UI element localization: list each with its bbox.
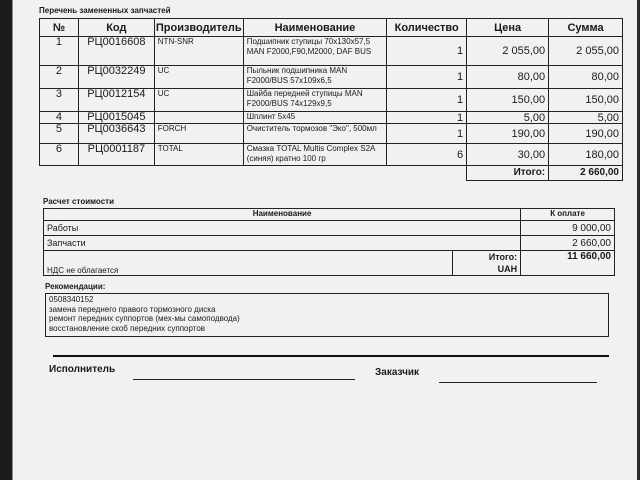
row-sum: 150,00 xyxy=(549,89,623,112)
calc-row xyxy=(44,221,615,236)
calc-table xyxy=(43,208,615,276)
row-manufacturer: UC xyxy=(154,89,243,112)
table-row xyxy=(40,89,623,112)
row-quantity: 1 xyxy=(387,112,467,124)
col-header-quantity: Количество xyxy=(387,19,467,37)
row-name: Очиститель тормозов "Эко", 500мл xyxy=(243,124,387,144)
row-num: 3 xyxy=(40,89,79,112)
row-name: Шплинт 5x45 xyxy=(243,112,387,124)
recommendation-line: ремонт передних суппортов (мех-мы самоподвода) xyxy=(49,314,240,323)
calc-section-title: Расчет стоимости xyxy=(43,197,114,206)
col-header-price: Цена xyxy=(467,19,549,37)
row-sum: 2 055,00 xyxy=(549,37,623,66)
customer-signature-line xyxy=(439,382,597,383)
row-quantity: 1 xyxy=(387,66,467,89)
row-name: Пыльник подшипника MAN F2000/BUS 57x109x6,5 xyxy=(243,66,387,89)
row-quantity: 1 xyxy=(387,89,467,112)
parts-header-row xyxy=(40,19,623,37)
calc-row-name: Работы xyxy=(44,221,521,236)
row-name: Шайба передней ступицы MAN F2000/BUS 74x129x9,5 xyxy=(243,89,387,112)
row-sum: 5,00 xyxy=(549,112,623,124)
row-price: 150,00 xyxy=(467,89,549,112)
calc-row-name: Запчасти xyxy=(44,236,521,251)
row-sum: 190,00 xyxy=(549,124,623,144)
calc-row-amount: 9 000,00 xyxy=(521,221,615,236)
parts-total-row xyxy=(40,166,623,181)
row-price: 5,00 xyxy=(467,112,549,124)
table-row xyxy=(40,37,623,66)
customer-label: Заказчик xyxy=(375,367,420,378)
row-price: 190,00 xyxy=(467,124,549,144)
calc-header-name: Наименование xyxy=(44,209,521,221)
recommendations-title: Рекомендации: xyxy=(45,282,106,291)
row-price: 2 055,00 xyxy=(467,37,549,66)
separator-line xyxy=(53,355,609,357)
calc-header-row xyxy=(44,209,615,221)
row-price: 30,00 xyxy=(467,144,549,166)
row-manufacturer: FORCH xyxy=(154,124,243,144)
row-code: РЦ0036643 xyxy=(78,124,154,144)
row-code: РЦ0032249 xyxy=(78,66,154,89)
row-name: Смазка TOTAL Multis Complex S2A (синяя) кратно 100 гр xyxy=(243,144,387,166)
row-sum: 180,00 xyxy=(549,144,623,166)
calc-row xyxy=(44,236,615,251)
row-manufacturer: NTN-SNR xyxy=(154,37,243,66)
table-row xyxy=(40,66,623,89)
row-num: 2 xyxy=(40,66,79,89)
parts-table xyxy=(39,18,623,181)
parts-total-label: Итого: xyxy=(467,166,549,181)
calc-row-amount: 2 660,00 xyxy=(521,236,615,251)
table-row xyxy=(40,112,623,124)
col-header-manufacturer: Производитель xyxy=(154,19,243,37)
table-row xyxy=(40,124,623,144)
recommendation-line: замена переднего правого тормозного диска xyxy=(49,304,216,314)
col-header-name: Наименование xyxy=(243,19,387,37)
row-code: РЦ0015045 xyxy=(78,112,154,124)
row-quantity: 1 xyxy=(387,124,467,144)
executor-label: Исполнитель xyxy=(49,364,116,375)
recommendation-line: 0508340152 xyxy=(49,295,94,304)
recommendations-box xyxy=(45,293,609,337)
parts-total-value: 2 660,00 xyxy=(549,166,623,181)
row-num: 5 xyxy=(40,124,79,144)
executor-signature-line xyxy=(133,379,355,380)
calc-header-amount: К оплате xyxy=(521,209,615,221)
row-num: 6 xyxy=(40,144,79,166)
calc-total-value: 11 660,00 xyxy=(521,251,615,276)
col-header-sum: Сумма xyxy=(549,19,623,37)
row-quantity: 6 xyxy=(387,144,467,166)
calc-total-label: Итого: xyxy=(488,252,518,262)
calc-total-row xyxy=(44,251,615,276)
row-code: РЦ0001187 xyxy=(78,144,154,166)
row-name: Подшипник ступицы 70x130x57,5 MAN F2000,F90,M2000, DAF BUS xyxy=(243,37,387,66)
parts-section-title: Перечень замененных запчастей xyxy=(39,6,171,15)
row-manufacturer: TOTAL xyxy=(154,144,243,166)
row-quantity: 1 xyxy=(387,37,467,66)
row-num: 1 xyxy=(40,37,79,66)
row-code: РЦ0016608 xyxy=(78,37,154,66)
calc-currency: UAH xyxy=(497,264,518,274)
row-manufacturer xyxy=(154,112,243,124)
table-row xyxy=(40,144,623,166)
vat-note: НДС не облагается xyxy=(44,251,453,276)
col-header-num: № xyxy=(40,19,79,37)
calc-total-label-cell xyxy=(453,251,521,276)
row-num: 4 xyxy=(40,112,79,124)
recommendation-line: восстановление скоб передних суппортов xyxy=(49,323,206,333)
document-sheet xyxy=(12,0,640,480)
col-header-code: Код xyxy=(78,19,154,37)
row-price: 80,00 xyxy=(467,66,549,89)
row-manufacturer: UC xyxy=(154,66,243,89)
row-sum: 80,00 xyxy=(549,66,623,89)
row-code: РЦ0012154 xyxy=(78,89,154,112)
